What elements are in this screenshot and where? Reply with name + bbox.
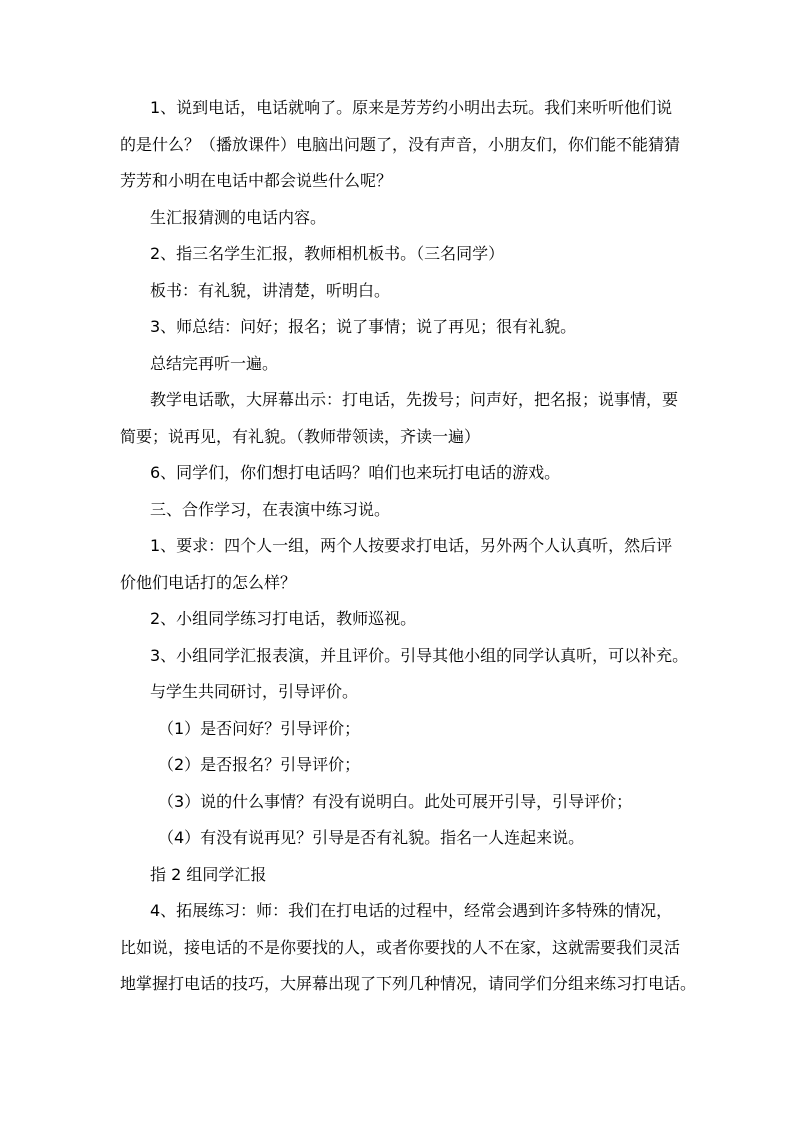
paragraph-line: （3）说的什么事情？有没有说明白。此处可展开引导，引导评价； (158, 791, 633, 811)
paragraph-line: 3、师总结：问好；报名；说了事情；说了再见；很有礼貌。 (150, 317, 577, 336)
paragraph-line: 指 2 组同学汇报 (150, 864, 267, 884)
paragraph-line: 4、拓展练习：师：我们在打电话的过程中，经常会遇到许多特殊的情况， (150, 901, 673, 920)
paragraph-line: （4）有没有说再见？引导是否有礼貌。指名一人连起来说。 (158, 828, 585, 847)
paragraph-13 (120, 674, 680, 711)
paragraph-line: 2、小组同学练习打电话，教师巡视。 (150, 609, 417, 628)
paragraph-18 (120, 857, 680, 894)
paragraph-16 (120, 784, 680, 821)
paragraph-9 (120, 492, 680, 529)
paragraph-line: 三、合作学习，在表演中练习说。 (150, 499, 391, 519)
paragraph-7 (120, 382, 680, 455)
paragraph-15 (120, 747, 680, 784)
paragraph-line: 比如说，接电话的不是你要找的人，或者你要找的人不在家，这就需要我们灵活 (120, 937, 681, 957)
document-body (120, 90, 697, 1003)
paragraph-12 (120, 638, 689, 675)
paragraph-line: 教学电话歌，大屏幕出示：打电话，先拨号；问声好，把名报；说事情，要 (150, 390, 679, 409)
paragraph-line: 2、指三名学生汇报，教师相机板书。（三名同学） (150, 244, 505, 263)
paragraph-line: （2）是否报名？引导评价； (158, 755, 361, 774)
paragraph-line: 3、小组同学汇报表演，并且评价。引导其他小组的同学认真听，可以补充。 (150, 645, 689, 665)
paragraph-4 (120, 273, 680, 310)
paragraph-line: 1、要求：四个人一组，两个人按要求打电话，另外两个人认真听，然后评 (150, 536, 673, 555)
paragraph-1 (120, 90, 680, 200)
paragraph-line: 简要；说再见，有礼貌。（教师带领读，齐读一遍） (120, 426, 481, 446)
paragraph-line: （1）是否问好？引导评价； (158, 718, 361, 738)
paragraph-10 (120, 528, 680, 601)
paragraph-14 (120, 711, 680, 748)
paragraph-17 (120, 820, 680, 857)
paragraph-line: 生汇报猜测的电话内容。 (150, 207, 327, 227)
paragraph-line: 板书：有礼貌，讲清楚，听明白。 (150, 280, 391, 300)
paragraph-line: 总结完再听一遍。 (150, 353, 279, 373)
paragraph-line: 地掌握打电话的技巧，大屏幕出现了下列几种情况，请同学们分组来练习打电话。 (120, 974, 697, 993)
paragraph-6 (120, 346, 680, 383)
paragraph-line: 1、说到电话，电话就响了。原来是芳芳约小明出去玩。我们来听听他们说 (150, 98, 673, 117)
paragraph-line: 6、同学们，你们想打电话吗？咱们也来玩打电话的游戏。 (150, 463, 561, 482)
paragraph-line: 与学生共同研讨，引导评价。 (150, 682, 359, 701)
paragraph-line: 价他们电话打的怎么样？ (120, 572, 297, 592)
paragraph-2 (120, 200, 680, 237)
paragraph-5 (120, 309, 680, 346)
paragraph-19 (120, 893, 697, 1003)
paragraph-11 (120, 601, 680, 638)
paragraph-8 (120, 455, 680, 492)
paragraph-line: 的是什么？（播放课件）电脑出问题了，没有声音，小朋友们，你们能不能猜猜 (120, 134, 681, 154)
paragraph-line: 芳芳和小明在电话中都会说些什么呢？ (120, 171, 393, 190)
paragraph-3 (120, 236, 680, 273)
